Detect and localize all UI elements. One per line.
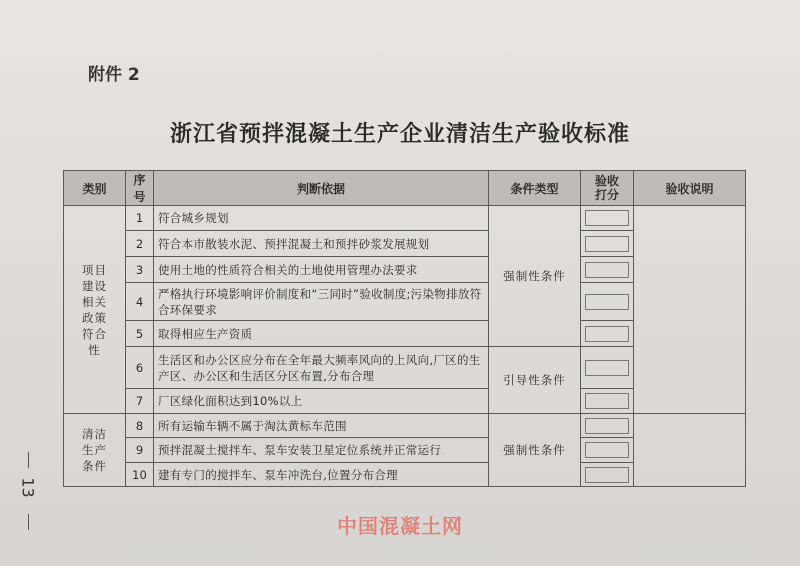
page-number-text: 13 <box>18 477 38 498</box>
score-cell[interactable] <box>581 438 634 463</box>
score-input-box[interactable] <box>585 418 629 434</box>
score-cell[interactable] <box>581 206 634 231</box>
basis-cell: 建有专门的搅拌车、泵车冲洗台,位置分布合理 <box>154 463 489 487</box>
score-cell[interactable] <box>581 389 634 414</box>
seq-cell: 9 <box>126 438 154 463</box>
score-cell[interactable] <box>581 283 634 321</box>
score-input-box[interactable] <box>585 326 629 342</box>
header-category: 类别 <box>64 171 126 206</box>
table-row <box>64 206 746 231</box>
basis-cell: 预拌混凝土搅拌车、泵车安装卫星定位系统并正常运行 <box>154 438 489 463</box>
header-remark: 验收说明 <box>634 171 746 206</box>
watermark: 中国混凝土网 <box>337 514 463 538</box>
condition-type-cell: 引导性条件 <box>489 347 581 414</box>
table-row <box>64 414 746 438</box>
header-seq: 序号 <box>126 171 154 206</box>
score-cell[interactable] <box>581 347 634 389</box>
category-cell-project <box>64 206 126 414</box>
basis-cell: 符合本市散装水泥、预拌混凝土和预拌砂浆发展规划 <box>154 231 489 257</box>
header-condition-type: 条件类型 <box>489 171 581 206</box>
header-score-label: 验收打分 <box>594 174 619 202</box>
seq-cell: 1 <box>126 206 154 231</box>
category-label: 项目建设相关政策符合性 <box>82 262 107 357</box>
seq-cell: 8 <box>126 414 154 438</box>
condition-type-cell: 强制性条件 <box>489 206 581 347</box>
page-number-dash-top <box>28 452 29 468</box>
score-input-box[interactable] <box>585 442 629 458</box>
score-input-box[interactable] <box>585 236 629 252</box>
condition-type-cell: 强制性条件 <box>489 414 581 487</box>
annex-label: 附件 2 <box>88 65 140 85</box>
score-cell[interactable] <box>581 463 634 487</box>
remark-cell[interactable] <box>634 414 746 487</box>
seq-cell: 7 <box>126 389 154 414</box>
basis-cell: 符合城乡规划 <box>154 206 489 231</box>
score-input-box[interactable] <box>585 393 629 409</box>
basis-cell: 厂区绿化面积达到10%以上 <box>154 389 489 414</box>
basis-cell: 所有运输车辆不属于淘汰黄标车范围 <box>154 414 489 438</box>
header-score <box>581 171 634 206</box>
header-basis: 判断依据 <box>154 171 489 206</box>
acceptance-standard-table <box>63 170 746 487</box>
basis-cell: 使用土地的性质符合相关的土地使用管理办法要求 <box>154 257 489 283</box>
score-cell[interactable] <box>581 231 634 257</box>
remark-cell[interactable] <box>634 206 746 414</box>
score-input-box[interactable] <box>585 467 629 483</box>
category-label: 清洁生产条件 <box>82 427 107 473</box>
seq-cell: 10 <box>126 463 154 487</box>
basis-cell: 严格执行环境影响评价制度和“三同时”验收制度;污染物排放符合环保要求 <box>154 283 489 321</box>
score-input-box[interactable] <box>585 360 629 376</box>
basis-cell: 取得相应生产资质 <box>154 321 489 347</box>
score-input-box[interactable] <box>585 262 629 278</box>
table-header-row <box>64 171 746 206</box>
seq-cell: 2 <box>126 231 154 257</box>
score-cell[interactable] <box>581 414 634 438</box>
page-title: 浙江省预拌混凝土生产企业清洁生产验收标准 <box>169 121 630 147</box>
seq-cell: 6 <box>126 347 154 389</box>
score-cell[interactable] <box>581 321 634 347</box>
category-cell-clean <box>64 414 126 487</box>
score-input-box[interactable] <box>585 294 629 310</box>
score-cell[interactable] <box>581 257 634 283</box>
score-input-box[interactable] <box>585 210 629 226</box>
seq-cell: 5 <box>126 321 154 347</box>
seq-cell: 3 <box>126 257 154 283</box>
basis-cell: 生活区和办公区应分布在全年最大频率风向的上风向,厂区的生产区、办公区和生活区分区布置,分布合理 <box>154 347 489 389</box>
seq-cell: 4 <box>126 283 154 321</box>
